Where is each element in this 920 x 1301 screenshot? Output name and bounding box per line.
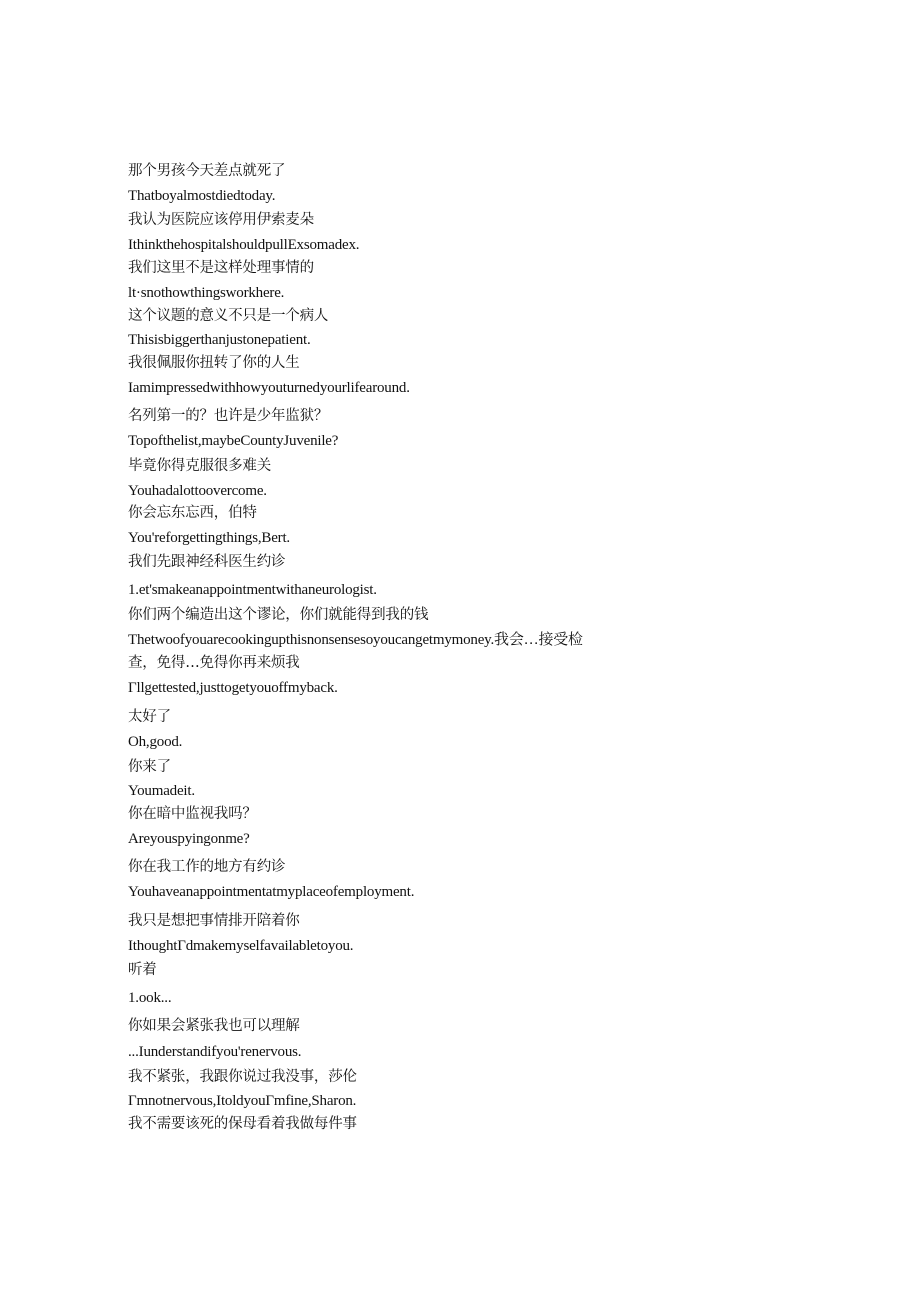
subtitle-line-zh: 你在我工作的地方有约诊 bbox=[128, 859, 286, 875]
subtitle-line-en: ...Iunderstandifyou'renervous. bbox=[128, 1044, 302, 1060]
subtitle-line-en: Oh,good. bbox=[128, 734, 183, 750]
subtitle-line-zh: 听着 bbox=[128, 962, 157, 978]
subtitle-line-zh: 我很佩服你扭转了你的人生 bbox=[128, 355, 300, 371]
subtitle-line-zh: 我不需要该死的保母看着我做每件事 bbox=[128, 1116, 357, 1132]
subtitle-line-zh: 这个议题的意义不只是一个病人 bbox=[128, 308, 329, 324]
subtitle-line-en: lt·snothowthingsworkhere. bbox=[128, 285, 285, 301]
subtitle-line-en: Youmadeit. bbox=[128, 783, 195, 799]
subtitle-line-zh: 我们先跟神经科医生约诊 bbox=[128, 554, 286, 570]
subtitle-line-en: Topofthelist,maybeCountyJuvenile? bbox=[128, 433, 339, 449]
subtitle-line-en: Areyouspyingonme? bbox=[128, 831, 250, 847]
subtitle-line-en: 1.ook... bbox=[128, 990, 172, 1006]
subtitle-line-zh: 我只是想把事情排开陪着你 bbox=[128, 913, 300, 929]
subtitle-line-en: IthoughtΓdmakemyselfavailabletoyou. bbox=[128, 938, 354, 954]
subtitle-line-en: Thetwoofyouarecookingupthisnonsensesoyoucangetmymoney.我会…接受检 bbox=[128, 632, 583, 648]
subtitle-line-zh: 那个男孩今天差点就死了 bbox=[128, 163, 286, 179]
subtitle-line-en: Iamimpressedwithhowyouturnedyourlifearound. bbox=[128, 380, 410, 396]
subtitle-line-zh: 毕竟你得克服很多难关 bbox=[128, 458, 271, 474]
subtitle-line-en: Thatboyalmostdiedtoday. bbox=[128, 188, 276, 204]
subtitle-line-en: IthinkthehospitalshouldpullExsomadex. bbox=[128, 237, 360, 253]
subtitle-line-zh: 查，免得…免得你再来烦我 bbox=[128, 655, 300, 671]
subtitle-line-zh: 你来了 bbox=[128, 759, 171, 775]
subtitle-line-en: Thisisbiggerthanjustonepatient. bbox=[128, 332, 311, 348]
subtitle-line-zh: 你如果会紧张我也可以理解 bbox=[128, 1018, 300, 1034]
subtitle-line-zh: 你在暗中监视我吗？ bbox=[128, 806, 257, 822]
subtitle-line-zh: 我们这里不是这样处理事情的 bbox=[128, 260, 314, 276]
subtitle-line-zh: 名列第一的？也许是少年监狱？ bbox=[128, 408, 329, 424]
subtitle-line-zh: 你会忘东忘西，伯特 bbox=[128, 505, 257, 521]
subtitle-line-en: Youhaveanappointmentatmyplaceofemployment. bbox=[128, 884, 415, 900]
subtitle-line-zh: 我认为医院应该停用伊索麦朵 bbox=[128, 212, 314, 228]
subtitle-line-zh: 我不紧张，我跟你说过我没事，莎伦 bbox=[128, 1069, 357, 1085]
subtitle-line-en: Youhadalottoovercome. bbox=[128, 483, 267, 499]
subtitle-line-zh: 太好了 bbox=[128, 709, 171, 725]
subtitle-line-zh: 你们两个编造出这个谬论，你们就能得到我的钱 bbox=[128, 607, 429, 623]
subtitle-line-en: 1.et'smakeanappointmentwithaneurologist. bbox=[128, 582, 377, 598]
subtitle-line-en: You'reforgettingthings,Bert. bbox=[128, 530, 290, 546]
subtitle-line-en: Γmnotnervous,ItoldyouΓmfine,Sharon. bbox=[128, 1093, 357, 1109]
subtitle-line-en: Γllgettested,justtogetyouoffmyback. bbox=[128, 680, 338, 696]
